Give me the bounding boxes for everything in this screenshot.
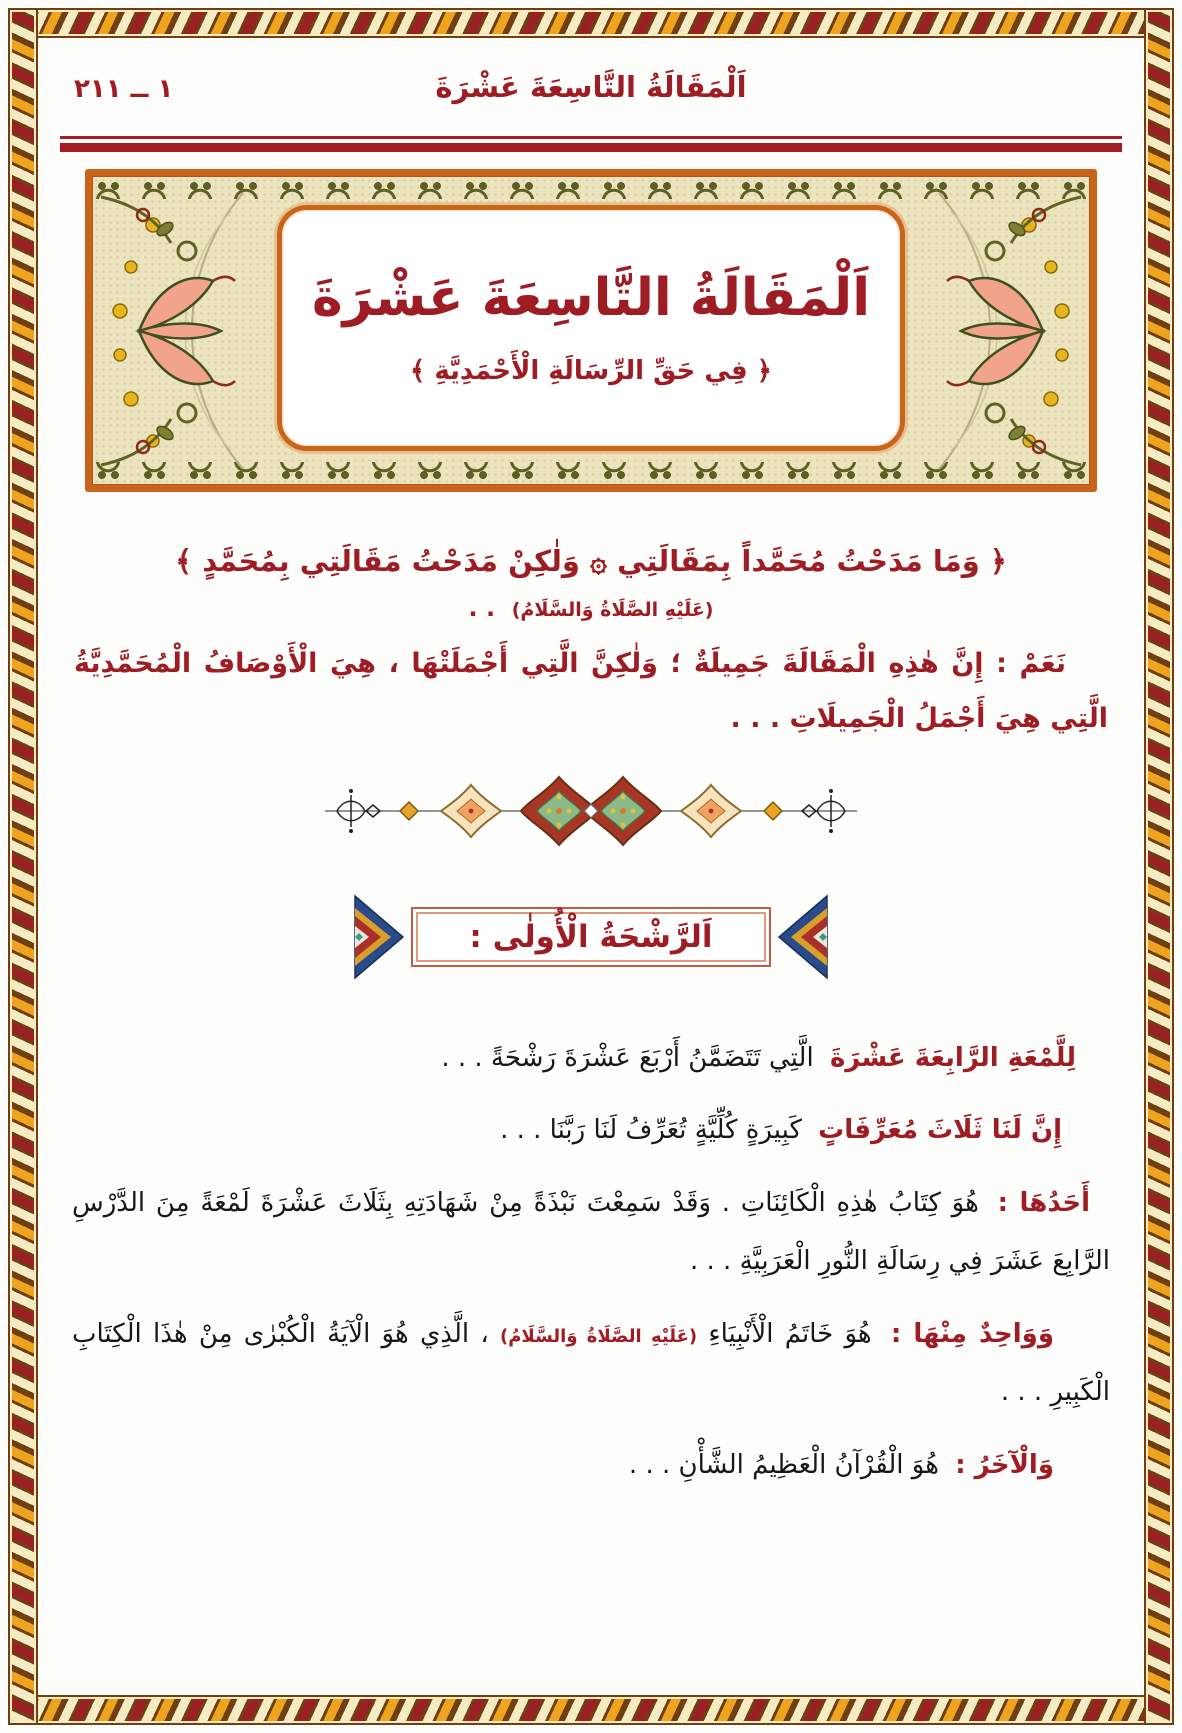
paragraph-body: هُوَ كِتَابُ هٰذِهِ الْكَائِنَاتِ . وَقَدْ سَمِعْتَ نَبْذَةً مِنْ شَهَادَتِهِ بِثَلَاثَ عَشْرَةَ لَمْعَةً مِنَ الدَّرْسِ الرَّابِعَ عَشَرَ فِي رِسَالَةِ النُّورِ الْعَرَبِيَّةِ . . .	[72, 1187, 1110, 1277]
chain-border-left	[8, 8, 38, 1725]
title-panel	[277, 205, 905, 451]
paragraph-body: هُوَ الْقُرْآنُ الْعَظِيمُ الشَّأْنِ . . .	[628, 1449, 939, 1480]
salawat-calligraphy: (عَلَيْهِ الصَّلَاةُ وَالسَّلَامُ)	[499, 1325, 698, 1347]
paragraph-body: كَبِيرَةٍ كُلِّيَّةٍ تُعَرِّفُ لَنَا رَبَّنَا . . .	[500, 1115, 802, 1146]
paragraph-lead: إِنَّ لَنَا ثَلَاثَ مُعَرِّفَاتٍ	[818, 1115, 1062, 1146]
ornate-box-background	[92, 176, 1090, 485]
arrow-ornament-icon	[353, 894, 411, 980]
chain-border-bottom	[8, 1695, 1174, 1725]
section-heading-row	[60, 889, 1122, 985]
page-number: ١ ــ ٢١١	[74, 74, 174, 104]
paragraph-body: الَّتِي تَتَضَمَّنُ أَرْبَعَ عَشْرَةَ رَشْحَةً . . .	[441, 1042, 814, 1073]
paragraph-lead: وَالْآخَرُ :	[955, 1449, 1054, 1480]
treatise-subtitle: ﴿ فِي حَقِّ الرِّسَالَةِ الْأَحْمَدِيَّةِ ﴾	[410, 355, 772, 386]
paragraph-body: ، الَّذِي هُوَ الْآيَةُ الْكُبْرٰى مِنْ هٰذَا الْكِتَابِ الْكَبِيرِ . . .	[72, 1318, 1110, 1408]
paragraph	[72, 1305, 1110, 1422]
section-heading: اَلرَّشْحَةُ الْأُولٰى :	[411, 907, 770, 967]
paragraph	[72, 1436, 1110, 1495]
intro-paragraph: نَعَمْ : إِنَّ هٰذِهِ الْمَقَالَةَ جَمِيلَةٌ ؛ وَلٰكِنَّ الَّتِي أَجْمَلَتْهَا ، هِيَ الْأَوْصَافُ الْمُحَمَّدِيَّةُ الَّتِي هِيَ أَجْمَلُ الْجَمِيلَاتِ . . .	[74, 648, 1108, 735]
ellipsis-dots: . .	[468, 594, 496, 622]
arabesque-divider-icon	[321, 773, 861, 849]
paragraph-body: هُوَ خَاتَمُ الْأَنْبِيَاءِ	[708, 1318, 872, 1349]
treatise-title: اَلْمَقَالَةُ التَّاسِعَةَ عَشْرَةَ	[311, 268, 871, 329]
paragraph	[72, 1101, 1110, 1160]
paragraph	[72, 1174, 1110, 1291]
paragraph-lead: وَوَاحِدٌ مِنْهَا :	[890, 1318, 1054, 1349]
salawat-calligraphy: (عَلَيْهِ الصَّلَاةُ وَالسَّلَامُ)	[511, 599, 714, 621]
header-rule-thin	[60, 136, 1122, 139]
arrow-ornament-icon	[771, 894, 829, 980]
ornate-title-box	[85, 169, 1097, 492]
page-header	[60, 70, 1122, 134]
paragraph-lead: لِلَّمْعَةِ الرَّابِعَةَ عَشْرَةَ	[829, 1042, 1076, 1073]
poetry-verse: ﴿ وَمَا مَدَحْتُ مُحَمَّداً بِمَقَالَتِي ۞ وَلٰكِنْ مَدَحْتُ مَقَالَتِي بِمُحَمَّدٍ ﴾	[175, 544, 1007, 578]
running-title: اَلْمَقَالَةُ التَّاسِعَةَ عَشْرَةَ	[435, 70, 747, 104]
salawat-line	[60, 594, 1122, 622]
paragraph-lead: أَحَدُهَا :	[997, 1187, 1090, 1218]
chain-border-top	[8, 8, 1174, 38]
page-content	[60, 42, 1122, 1691]
header-rule-thick	[60, 143, 1122, 152]
palmette-flower-icon	[95, 189, 253, 473]
chain-border-right	[1144, 8, 1174, 1725]
paragraph	[72, 1029, 1110, 1088]
palmette-flower-icon	[929, 189, 1087, 473]
